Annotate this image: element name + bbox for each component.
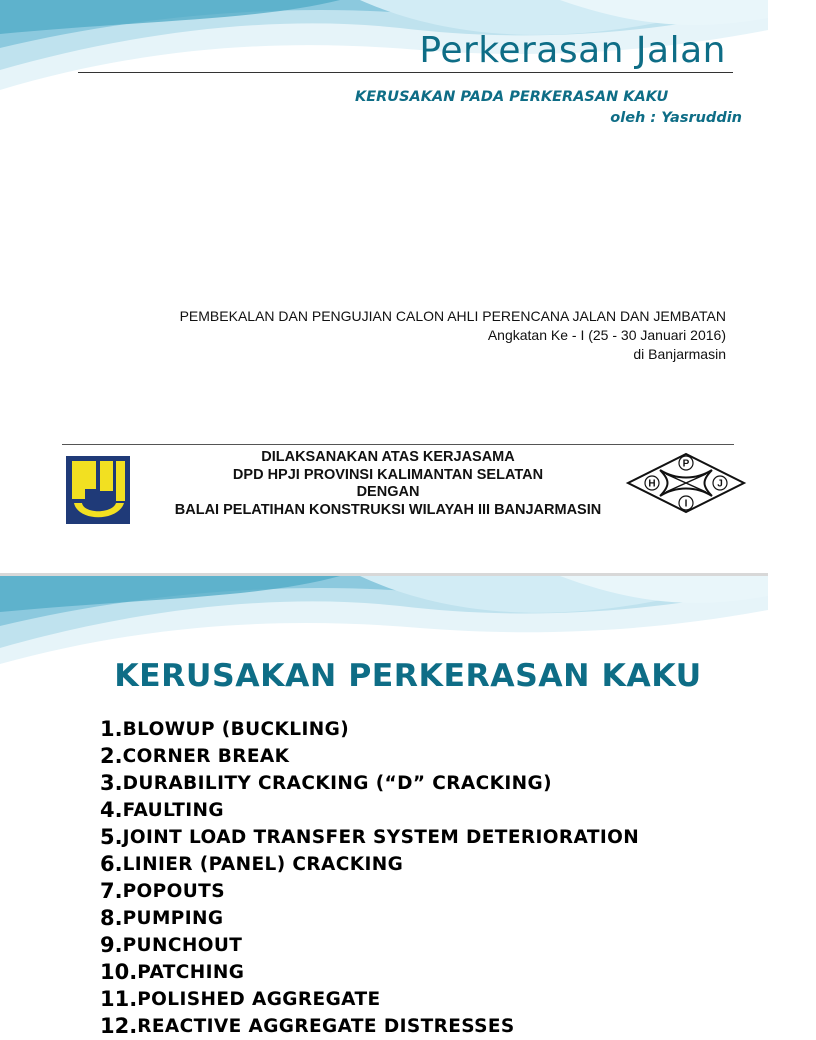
list-item-number: 4.	[100, 798, 123, 822]
list-item-number: 10.	[100, 960, 138, 984]
hpji-logo	[626, 452, 746, 514]
list-item-text: DURABILITY CRACKING (“D” CRACKING)	[122, 773, 552, 794]
list-item	[100, 905, 639, 932]
list-item-number: 9.	[100, 933, 123, 957]
collab-divider	[62, 444, 734, 445]
list-item	[100, 851, 639, 878]
list-item-number: 5.	[100, 825, 123, 849]
list-item	[100, 959, 639, 986]
content-slide	[0, 576, 768, 1038]
presentation-title: Perkerasan Jalan	[419, 30, 726, 71]
list-item-text: LINIER (PANEL) CRACKING	[122, 854, 404, 875]
list-item-text: PUMPING	[122, 908, 224, 929]
list-item	[100, 797, 639, 824]
collab-line: DENGAN	[356, 484, 420, 500]
list-item-text: PATCHING	[137, 962, 245, 983]
hpji-letter: J	[717, 478, 723, 490]
hpji-letter: I	[684, 498, 688, 510]
list-item	[100, 1013, 639, 1040]
collab-line: DPD HPJI PROVINSI KALIMANTAN SELATAN	[232, 466, 544, 483]
list-item-text: PUNCHOUT	[122, 935, 243, 956]
hpji-letter: H	[648, 478, 656, 490]
list-item-number: 8.	[100, 906, 123, 930]
presentation-subtitle: KERUSAKAN PADA PERKERASAN KAKU	[355, 89, 669, 105]
list-item-text: POPOUTS	[122, 881, 225, 902]
list-item	[100, 770, 639, 797]
list-item	[100, 716, 639, 743]
list-item-text: REACTIVE AGGREGATE DISTRESSES	[137, 1016, 515, 1037]
hpji-letter: P	[682, 458, 690, 470]
list-item-number: 6.	[100, 852, 123, 876]
pu-logo	[66, 456, 130, 524]
list-item	[100, 986, 639, 1013]
presentation-author: oleh : Yasruddin	[610, 110, 742, 126]
list-item-text: BLOWUP (BUCKLING)	[122, 719, 350, 740]
event-info-line: PEMBEKALAN DAN PENGUJIAN CALON AHLI PERENCANA JALAN DAN JEMBATAN	[179, 308, 726, 324]
collab-line: DILAKSANAKAN ATAS KERJASAMA	[261, 449, 515, 465]
list-item-number: 12.	[100, 1014, 138, 1038]
event-info-line: Angkatan Ke - I (25 - 30 Januari 2016)	[487, 327, 726, 343]
list-item-number: 1.	[100, 717, 123, 741]
event-info-line: di Banjarmasin	[633, 346, 726, 362]
list-item-text: JOINT LOAD TRANSFER SYSTEM DETERIORATION	[122, 827, 640, 848]
collab-line: BALAI PELATIHAN KONSTRUKSI WILAYAH III BANJARMASIN	[174, 501, 602, 518]
damage-list	[100, 716, 639, 1040]
list-item	[100, 824, 639, 851]
list-item	[100, 932, 639, 959]
list-item-text: POLISHED AGGREGATE	[137, 989, 381, 1010]
list-item	[100, 878, 639, 905]
slide-title: KERUSAKAN PERKERASAN KAKU	[114, 658, 702, 694]
event-info	[180, 307, 726, 364]
list-item	[100, 743, 639, 770]
list-item-number: 3.	[100, 771, 123, 795]
list-item-text: CORNER BREAK	[122, 746, 290, 767]
header-wave-decoration	[0, 576, 768, 666]
list-item-number: 2.	[100, 744, 123, 768]
list-item-text: FAULTING	[122, 800, 224, 821]
collaboration-info	[148, 449, 628, 519]
title-divider	[78, 72, 733, 73]
list-item-number: 11.	[100, 987, 138, 1011]
list-item-number: 7.	[100, 879, 123, 903]
